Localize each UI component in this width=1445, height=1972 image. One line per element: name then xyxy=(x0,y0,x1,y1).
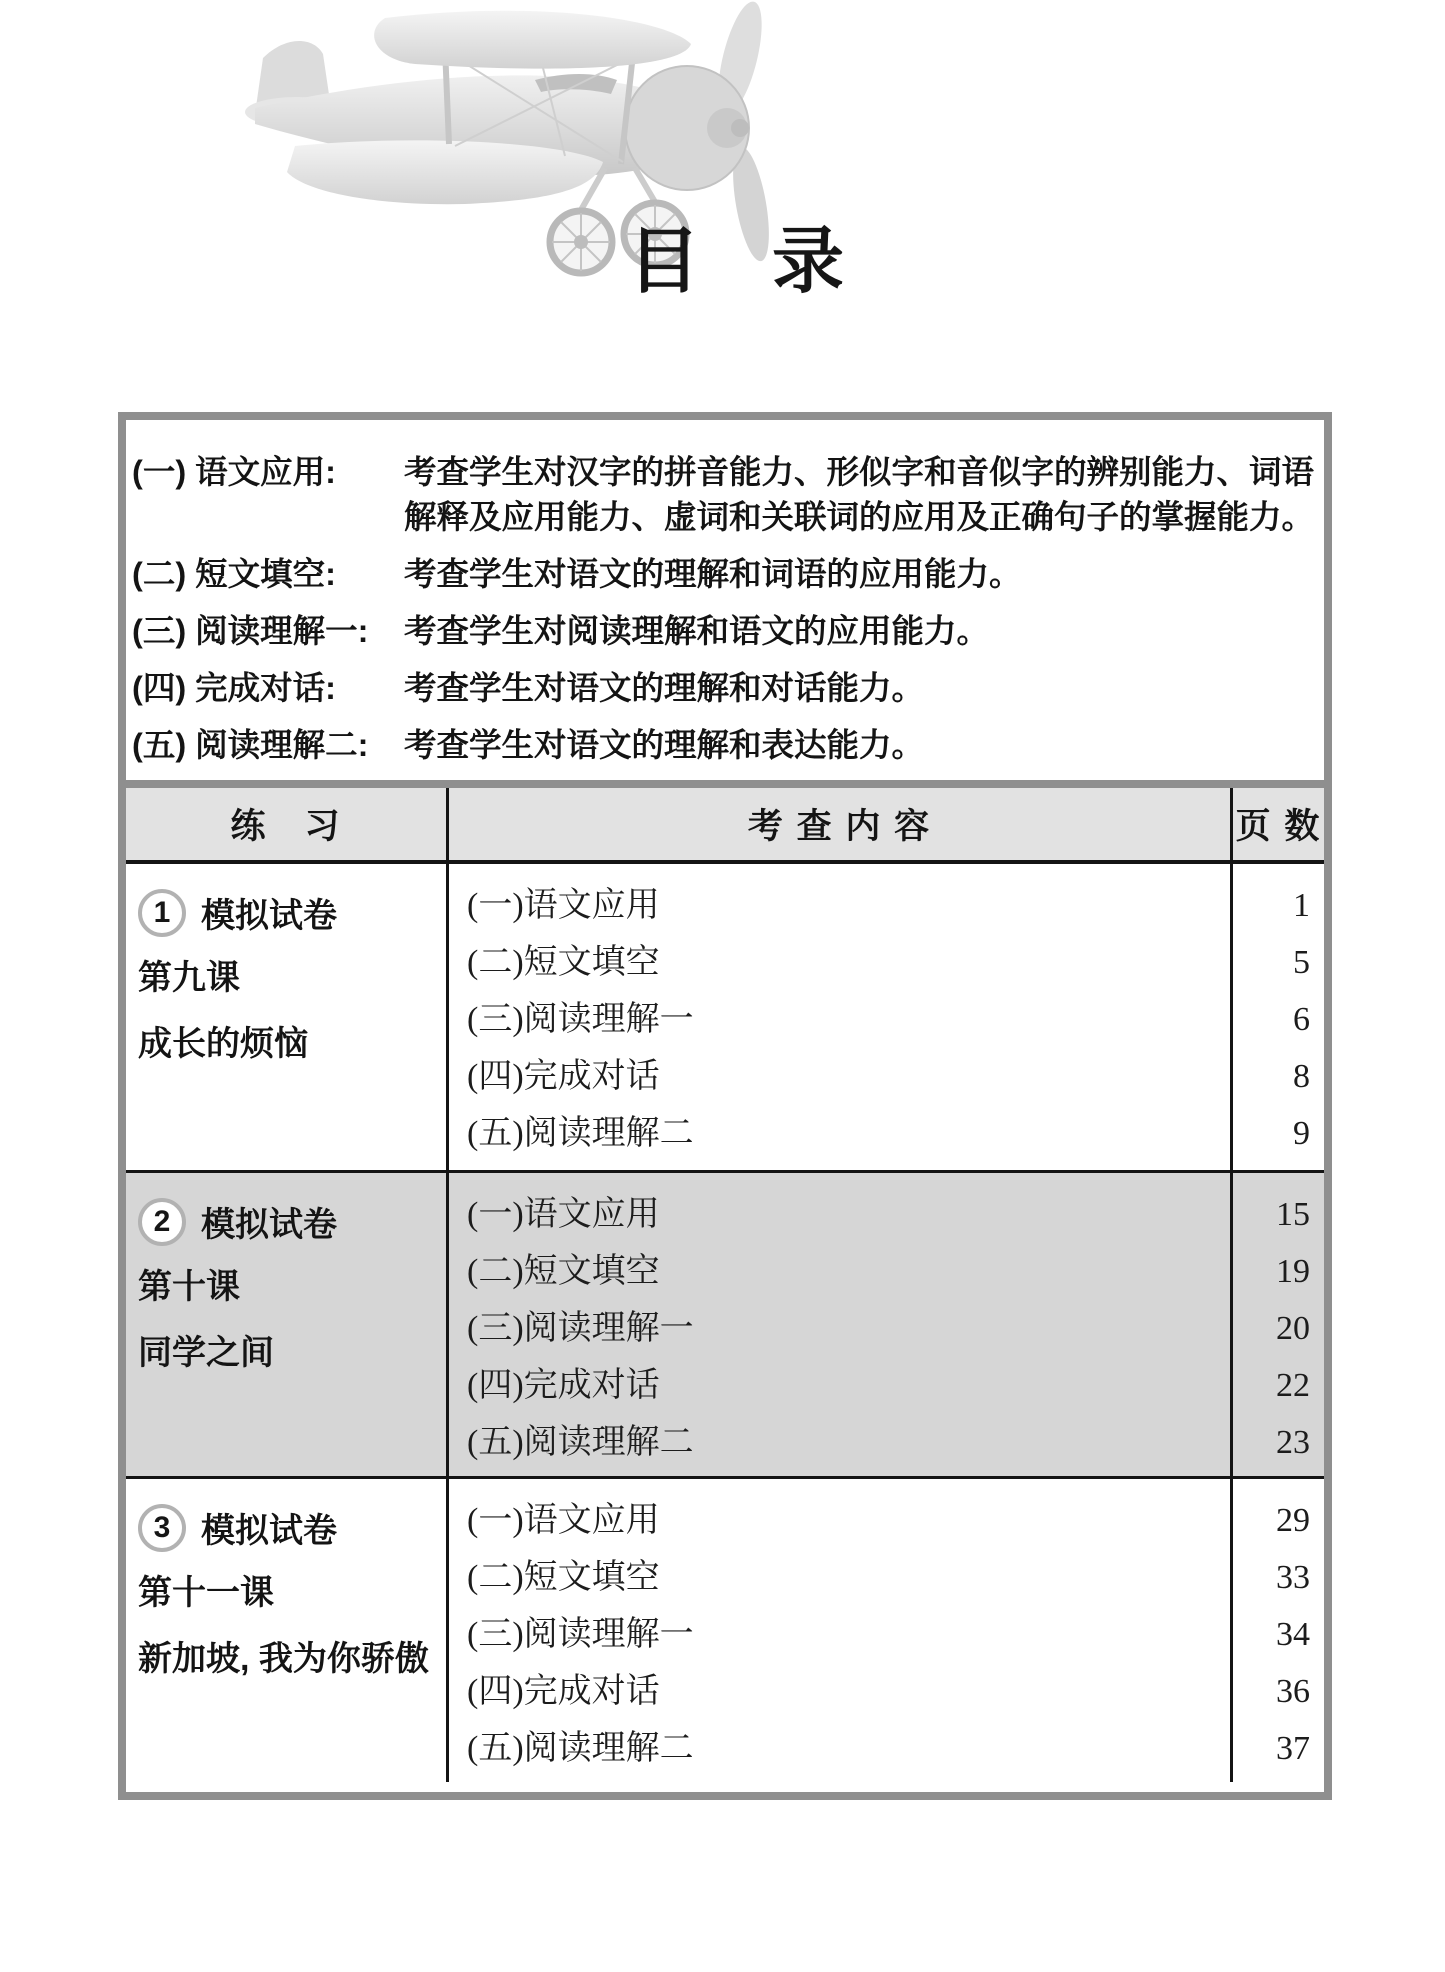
exercise-title: 模拟试卷 xyxy=(201,1206,337,1244)
exercise-title: 模拟试卷 xyxy=(201,897,337,935)
page-cell xyxy=(1233,864,1324,1170)
definition-label: (一) 语文应用: xyxy=(132,454,336,490)
definition-text: 考查学生对语文的理解和词语的应用能力。 xyxy=(404,556,1022,592)
page-number: 1 xyxy=(1293,887,1310,924)
definition-item xyxy=(132,723,1324,768)
table-row xyxy=(126,864,1324,1170)
topic-name: 同学之间 xyxy=(138,1334,274,1372)
page-number: 5 xyxy=(1293,944,1310,981)
content-item: (四)完成对话 xyxy=(467,1367,660,1404)
exercise-number-badge: 2 xyxy=(138,1198,186,1246)
toc-table xyxy=(126,780,1324,1792)
section-definitions xyxy=(126,420,1324,780)
content-item: (一)语文应用 xyxy=(467,1196,660,1233)
page-number: 33 xyxy=(1276,1559,1310,1596)
page-number: 29 xyxy=(1276,1502,1310,1539)
content-frame xyxy=(118,412,1332,1800)
top-wing xyxy=(374,11,691,69)
content-item: (五)阅读理解二 xyxy=(467,1424,694,1461)
content-item: (三)阅读理解一 xyxy=(467,1001,694,1038)
page-cell xyxy=(1233,1173,1324,1476)
table-row xyxy=(126,1476,1324,1782)
page-number: 20 xyxy=(1276,1310,1310,1347)
content-item: (一)语文应用 xyxy=(467,1502,660,1539)
page-title: 目 录 xyxy=(628,222,845,302)
page-number: 8 xyxy=(1293,1058,1310,1095)
exercise-number-badge: 1 xyxy=(138,889,186,937)
content-item: (五)阅读理解二 xyxy=(467,1115,694,1152)
content-item: (二)短文填空 xyxy=(467,944,660,981)
exercise-cell xyxy=(126,1479,446,1782)
content-item: (一)语文应用 xyxy=(467,887,660,924)
exercise-cell xyxy=(126,864,446,1170)
table-header-row xyxy=(126,788,1324,864)
definition-label: (四) 完成对话: xyxy=(132,670,336,706)
page-number: 36 xyxy=(1276,1673,1310,1710)
definition-text: 考查学生对语文的理解和对话能力。 xyxy=(404,670,925,706)
content-item: (三)阅读理解一 xyxy=(467,1616,694,1653)
page-number: 6 xyxy=(1293,1001,1310,1038)
header-content: 考 查 内 容 xyxy=(446,788,1233,860)
content-item: (二)短文填空 xyxy=(467,1559,660,1596)
definition-label: (三) 阅读理解一: xyxy=(132,613,369,649)
content-item: (五)阅读理解二 xyxy=(467,1730,694,1767)
page-cell xyxy=(1233,1479,1324,1782)
spinner-tip xyxy=(731,119,749,137)
header-exercise: 练 习 xyxy=(230,807,342,846)
content-cell xyxy=(446,1173,1233,1476)
lesson-name: 第十课 xyxy=(138,1268,240,1306)
definition-label: (二) 短文填空: xyxy=(132,556,336,592)
definition-item xyxy=(132,666,1324,711)
page-number: 34 xyxy=(1276,1616,1310,1653)
page-number: 37 xyxy=(1276,1730,1310,1767)
header-page: 页 数 xyxy=(1235,807,1322,846)
content-item: (三)阅读理解一 xyxy=(467,1310,694,1347)
lesson-name: 第九课 xyxy=(138,959,240,997)
content-cell xyxy=(446,864,1233,1170)
definition-text: 考查学生对阅读理解和语文的应用能力。 xyxy=(404,613,990,649)
exercise-title: 模拟试卷 xyxy=(201,1512,337,1550)
table-top-divider xyxy=(126,780,1324,788)
page-number: 9 xyxy=(1293,1115,1310,1152)
content-cell xyxy=(446,1479,1233,1782)
page-number: 19 xyxy=(1276,1253,1310,1290)
content-item: (四)完成对话 xyxy=(467,1058,660,1095)
exercise-number-badge: 3 xyxy=(138,1504,186,1552)
definition-item xyxy=(132,609,1324,654)
page-number: 22 xyxy=(1276,1367,1310,1404)
table-row xyxy=(126,1170,1324,1476)
content-item: (四)完成对话 xyxy=(467,1673,660,1710)
lower-wing xyxy=(287,140,603,204)
page-number: 23 xyxy=(1276,1424,1310,1461)
definition-text: 考查学生对汉字的拼音能力、形似字和音似字的辨别能力、词语解释及应用能力、虚词和关联词的应用及正确句子的掌握能力。 xyxy=(404,454,1315,535)
lesson-name: 第十一课 xyxy=(138,1574,274,1612)
definition-item xyxy=(132,450,1324,540)
page-number: 15 xyxy=(1276,1196,1310,1233)
definition-item xyxy=(132,552,1324,597)
topic-name: 新加坡, 我为你骄傲 xyxy=(138,1640,429,1678)
topic-name: 成长的烦恼 xyxy=(138,1025,308,1063)
definition-label: (五) 阅读理解二: xyxy=(132,727,369,763)
definition-text: 考查学生对语文的理解和表达能力。 xyxy=(404,727,925,763)
exercise-cell xyxy=(126,1173,446,1476)
content-item: (二)短文填空 xyxy=(467,1253,660,1290)
